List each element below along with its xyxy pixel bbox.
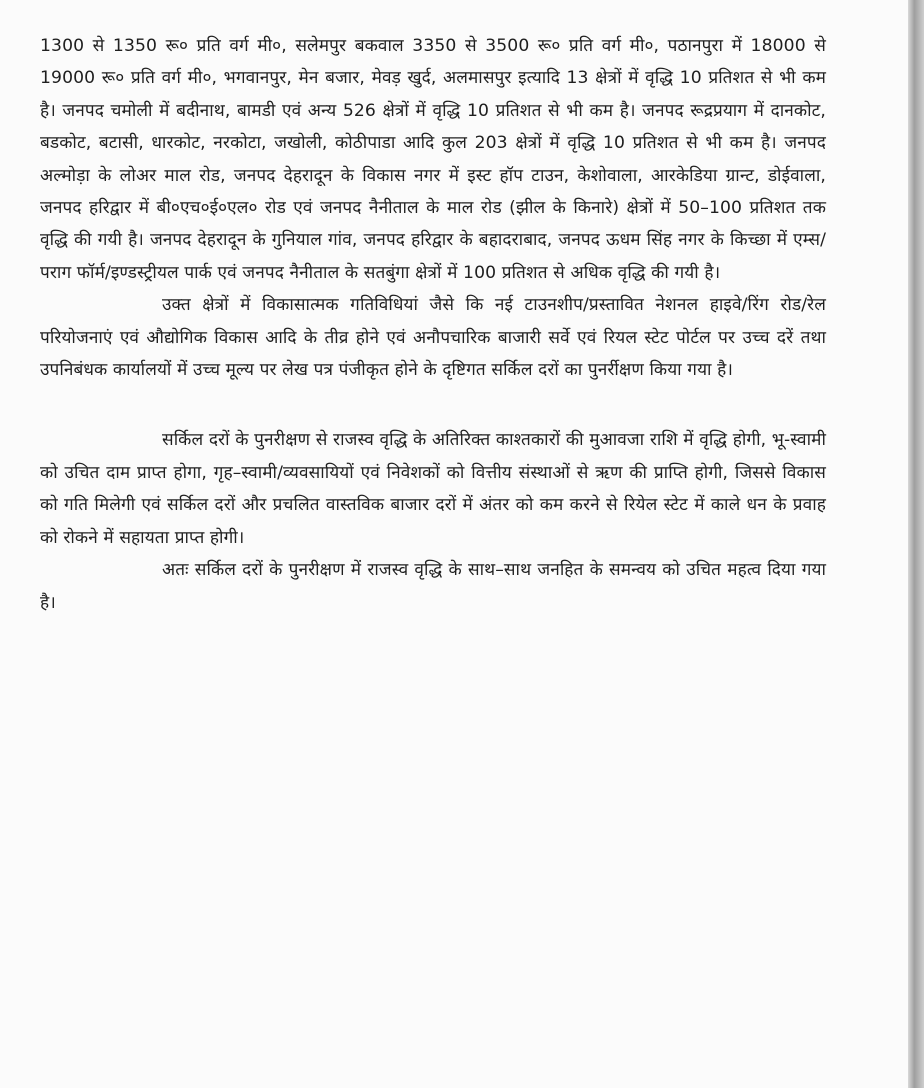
paragraph-circle-rate-increases: 1300 से 1350 रू० प्रति वर्ग मी०, सलेमपुर बकवाल 3350 से 3500 रू० प्रति वर्ग मी०, पठानपुरा में 18000 से 19000 रू० प्रति वर्ग मी०, भगवानपुर, मेन बजार, मेवड़ खुर्द, अलमासपुर इत्यादि 13 क्षेत्रों में वृद्धि 10 प्रतिशत से भी कम है। जनपद चमोली में बदीनाथ, बामडी एवं अन्य 526 क्षेत्रों में वृद्धि 10 प्रतिशत से भी कम है। जनपद रूद्रप्रयाग में दानकोट, बडकोट, बटासी, धारकोट, नरकोटा, जखोली, कोठीपाडा आदि कुल 203 क्षेत्रों में वृद्धि 10 प्रतिशत से भी कम है। जनपद अल्मोड़ा के लोअर माल रोड, जनपद देहरादून के विकास नगर में इस्ट हॉप टाउन, केशोवाला, आरकेडिया ग्रान्ट, डोईवाला, जनपद हरिद्वार में बी०एच०ई०एल० रोड एवं जनपद नैनीताल के माल रोड (झील के किनारे) क्षेत्रों में 50–100 प्रतिशत तक वृद्धि की गयी है। जनपद देहरादून के गुनियाल गांव, जनपद हरिद्वार के बहादराबाद, जनपद ऊधम सिंह नगर के किच्छा में एम्स/पराग फॉर्म/इण्डस्ट्रीयल पार्क एवं जनपद नैनीताल के सतबुंगा क्षेत्रों में 100 प्रतिशत से अधिक वृद्धि की गयी है। <box>40 36 826 283</box>
page-edge-shadow <box>908 0 924 1088</box>
paragraph-revision-reasons: उक्त क्षेत्रों में विकासात्मक गतिविधियां जैसे कि नई टाउनशीप/प्रस्तावित नेशनल हाइवे/रिंग रोड/रेल परियोजनाएं एवं औद्योगिक विकास आदि के तीव्र होने एवं अनौपचारिक बाजारी सर्वे एवं रियल स्टेट पोर्टल पर उच्च दरें तथा उपनिबंधक कार्यालयों में उच्च मूल्य पर लेख पत्र पंजीकृत होने के दृष्टिगत सर्किल दरों का पुनर्रीक्षण किया गया है। <box>40 295 826 381</box>
paragraph-revision-benefits: सर्किल दरों के पुनरीक्षण से राजस्व वृद्धि के अतिरिक्त काश्तकारों की मुआवजा राशि में वृद्धि होगी, भू-स्वामी को उचित दाम प्राप्त होगा, गृह–स्वामी/व्यवसायियों एवं निवेशकों को वित्तीय संस्थाओं से ऋण की प्राप्ति होगी, जिससे विकास को गति मिलेगी एवं सर्किल दरों और प्रचलित वास्तविक बाजार दरों में अंतर को कम करने से रियेल स्टेट में काले धन के प्रवाह को रोकने में सहायता प्राप्त होगी। <box>40 430 826 548</box>
document-body <box>40 30 826 619</box>
paragraph-conclusion: अतः सर्किल दरों के पुनरीक्षण में राजस्व वृद्धि के साथ–साथ जनहित के समन्वय को उचित महत्व दिया गया है। <box>40 560 826 613</box>
